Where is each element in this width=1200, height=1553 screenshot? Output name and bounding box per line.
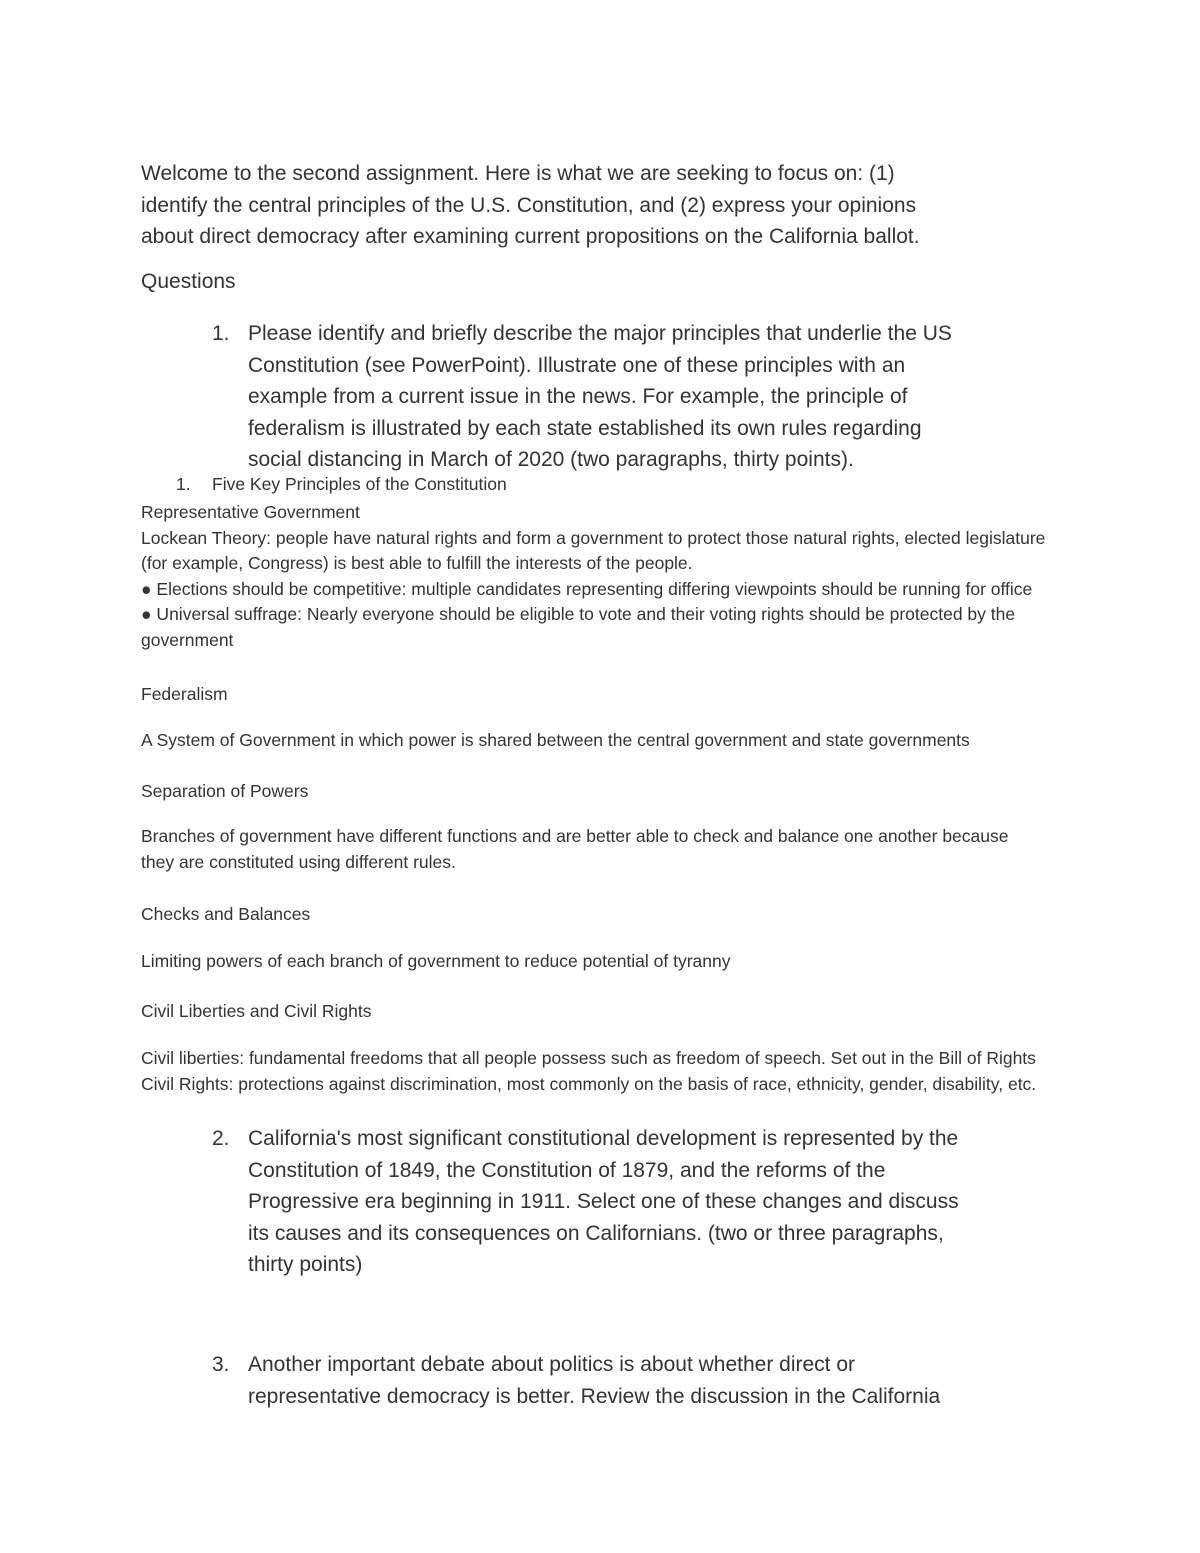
intro-line: Welcome to the second assignment. Here is what we are seeking to focus on: (1) — [141, 162, 895, 185]
separation-heading: Separation of Powers — [141, 781, 309, 801]
federalism-heading: Federalism — [141, 684, 228, 704]
question-line: California's most significant constitutional development is represented by the — [248, 1127, 959, 1150]
federalism-text: A System of Government in which power is shared between the central government and state governments — [141, 730, 970, 750]
questions-heading: Questions — [141, 270, 236, 293]
bullet-suffrage-cont: government — [141, 629, 234, 650]
question-line: social distancing in March of 2020 (two paragraphs, thirty points). — [248, 448, 854, 471]
question-line: example from a current issue in the news. For example, the principle of — [248, 385, 908, 408]
question-line: Another important debate about politics is about whether direct or — [248, 1353, 856, 1376]
civil-line: Civil Rights: protections against discrimination, most commonly on the basis of race, ethnicity, gender, disability, etc. — [141, 1073, 1037, 1094]
bullet-elections: ● Elections should be competitive: multiple candidates representing differing viewpoints should be running for office — [141, 578, 1033, 599]
lockean-line: Lockean Theory: people have natural rights and form a government to protect those natural rights, elected legislature — [141, 527, 1046, 548]
question-text — [248, 318, 1048, 476]
question-line: Progressive era beginning in 1911. Select one of these changes and discuss — [248, 1190, 959, 1213]
civil-line: Civil liberties: fundamental freedoms that all people possess such as freedom of speech. Set out in the Bill of Rights — [141, 1048, 1036, 1068]
intro-line: identify the central principles of the U.S. Constitution, and (2) express your opinions — [141, 193, 917, 217]
question-number: 2. — [212, 1127, 230, 1150]
question-line: federalism is illustrated by each state established its own rules regarding — [248, 416, 922, 440]
question-line: Please identify and briefly describe the major principles that underlie the US — [248, 322, 952, 345]
rep-gov-heading: Representative Government — [141, 502, 360, 522]
separation-text — [141, 824, 1171, 875]
separation-line: they are constituted using different rules. — [141, 851, 456, 872]
answer-list-item — [176, 474, 507, 495]
civil-text — [141, 1046, 1171, 1097]
answer-list-title: Five Key Principles of the Constitution — [212, 474, 507, 494]
question-line: representative democracy is better. Review the discussion in the California — [248, 1384, 941, 1408]
question-text — [248, 1349, 1048, 1412]
bullet-suffrage: ● Universal suffrage: Nearly everyone should be eligible to vote and their voting rights should be protected by the — [141, 604, 1016, 625]
checks-heading: Checks and Balances — [141, 904, 311, 924]
question-number: 3. — [212, 1353, 230, 1376]
checks-text: Limiting powers of each branch of government to reduce potential of tyranny — [141, 951, 731, 971]
question-1 — [212, 318, 1048, 476]
question-number: 1. — [212, 322, 230, 345]
separation-line: Branches of government have different functions and are better able to check and balance one another because — [141, 826, 1009, 846]
intro-paragraph — [141, 158, 1041, 253]
question-2 — [212, 1123, 1048, 1281]
lockean-line: (for example, Congress) is best able to fulfill the interests of the people. — [141, 553, 693, 574]
question-line: thirty points) — [248, 1253, 363, 1276]
intro-line: about direct democracy after examining current propositions on the California ballot. — [141, 225, 920, 248]
question-line: Constitution (see PowerPoint). Illustrate one of these principles with an — [248, 353, 906, 377]
question-3 — [212, 1349, 1048, 1412]
civil-heading: Civil Liberties and Civil Rights — [141, 1001, 372, 1021]
question-text — [248, 1123, 1048, 1281]
question-line: its causes and its consequences on Californians. (two or three paragraphs, — [248, 1221, 944, 1245]
answer-rep-gov-block — [141, 500, 1171, 654]
question-line: Constitution of 1849, the Constitution of 1879, and the reforms of the — [248, 1158, 886, 1182]
answer-list-number: 1. — [176, 474, 191, 494]
